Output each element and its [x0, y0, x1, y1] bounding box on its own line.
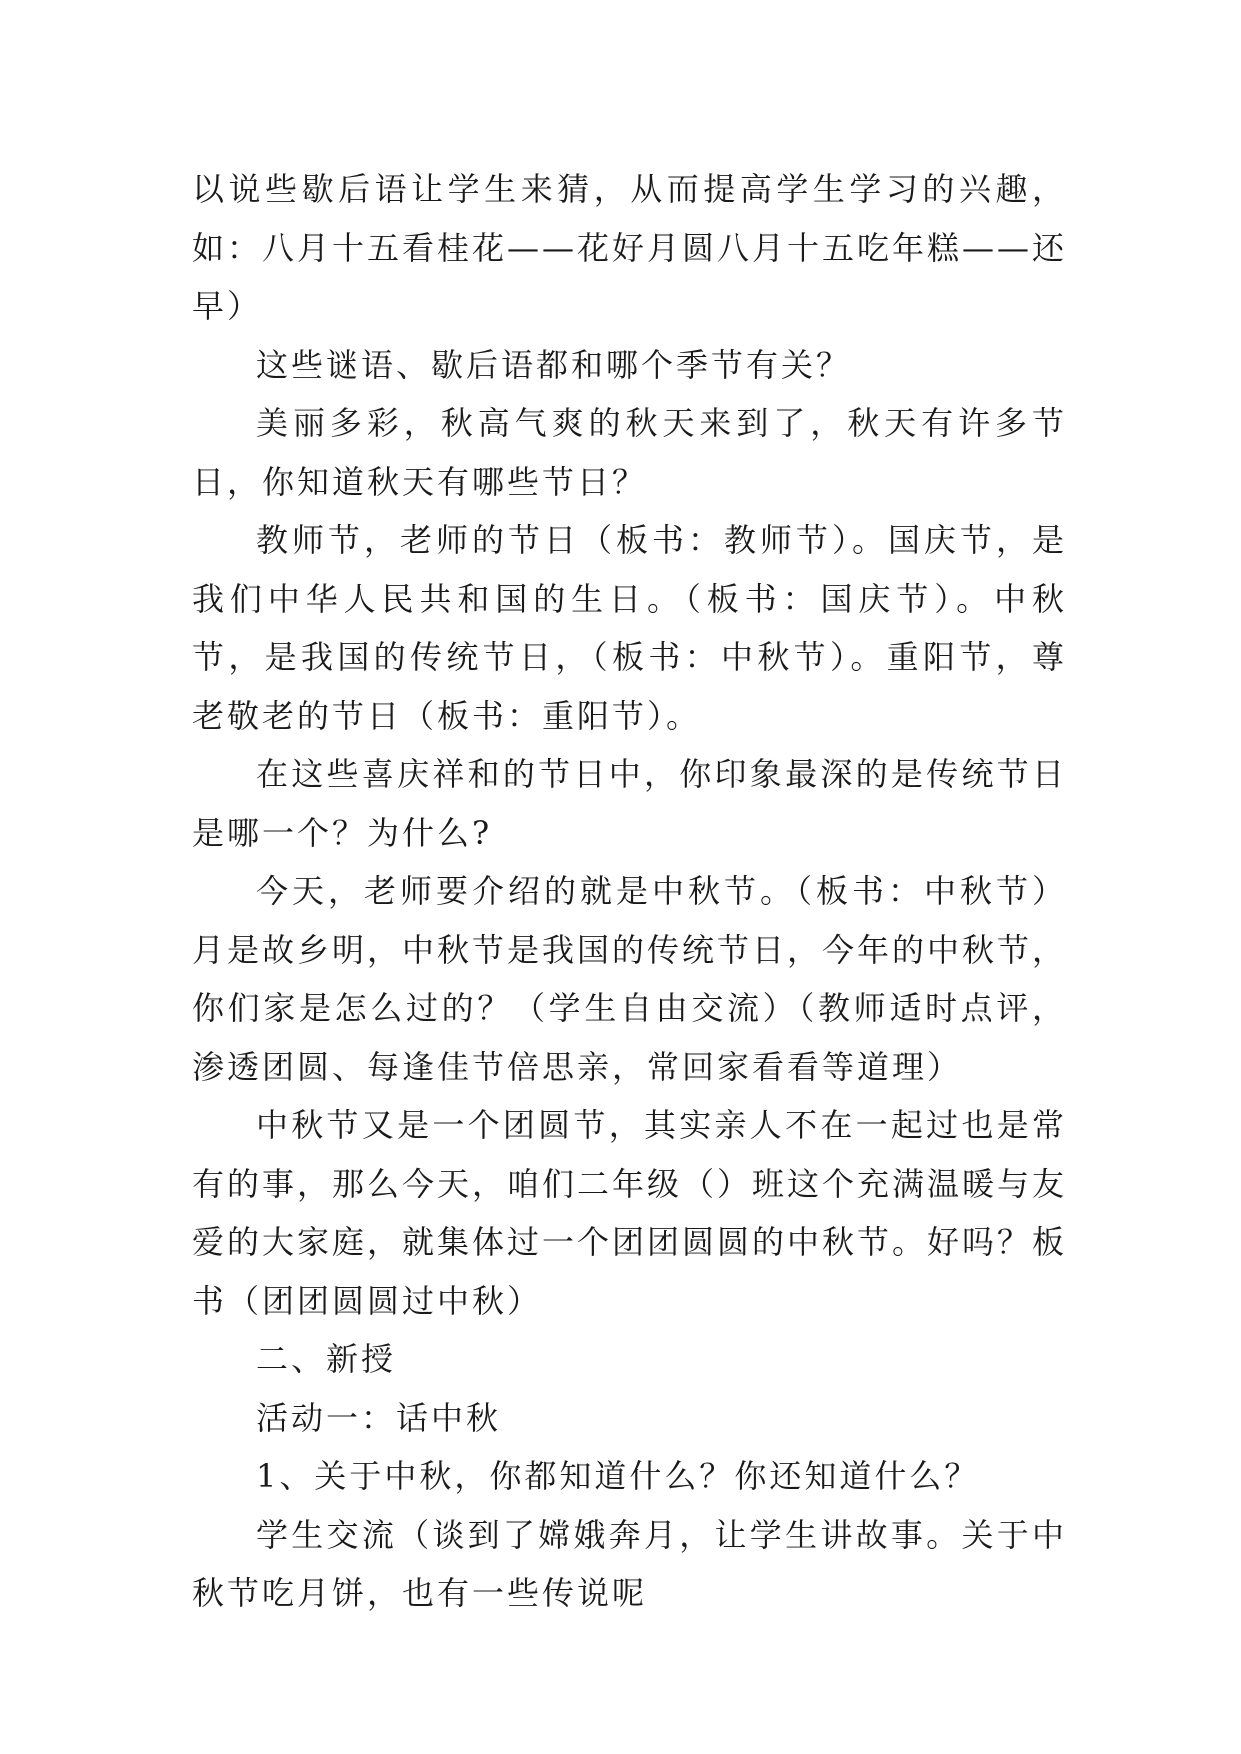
paragraph-1: 以说些歇后语让学生来猜，从而提高学生学习的兴趣，如：八月十五看桂花——花好月圆八月十五吃年糕——还早）	[192, 170, 1068, 325]
paragraph-3: 美丽多彩，秋高气爽的秋天来到了，秋天有许多节日，你知道秋天有哪些节日？	[192, 404, 1067, 501]
section-heading: 二、新授	[256, 1340, 397, 1378]
paragraph-6: 今天，老师要介绍的就是中秋节。（板书：中秋节）月是故乡明，中秋节是我国的传统节日，今年的中秋节，你们家是怎么过的？（学生自由交流）（教师适时点评，渗透团圆、每逢佳节倍思亲，常回家看看等道理）	[192, 872, 1068, 1086]
activity-heading: 活动一：话中秋	[256, 1398, 502, 1437]
document-body	[192, 160, 1067, 1623]
paragraph-4: 教师节，老师的节日（板书：教师节）。国庆节，是我们中华人民共和国的生日。（板书：国庆节）。中秋节，是我国的传统节日，（板书：中秋节）。重阳节，尊老敬老的节日（板书：重阳节）。	[192, 521, 1067, 735]
paragraph-2: 这些谜语、歇后语都和哪个季节有关？	[256, 345, 852, 384]
paragraph-5: 在这些喜庆祥和的节日中，你印象最深的是传统节日是哪一个？为什么?	[192, 755, 1067, 852]
paragraph-11: 学生交流（谈到了嫦娥奔月，让学生讲故事。关于中秋节吃月饼，也有一些传说呢	[192, 1515, 1067, 1612]
question-item: 1、关于中秋，你都知道什么？你还知道什么？	[256, 1457, 980, 1495]
paragraph-7: 中秋节又是一个团圆节，其实亲人不在一起过也是常有的事，那么今天，咱们二年级（）班这个充满温暖与友爱的大家庭，就集体过一个团团圆圆的中秋节。好吗？板书（团团圆圆过中秋）	[192, 1106, 1068, 1320]
